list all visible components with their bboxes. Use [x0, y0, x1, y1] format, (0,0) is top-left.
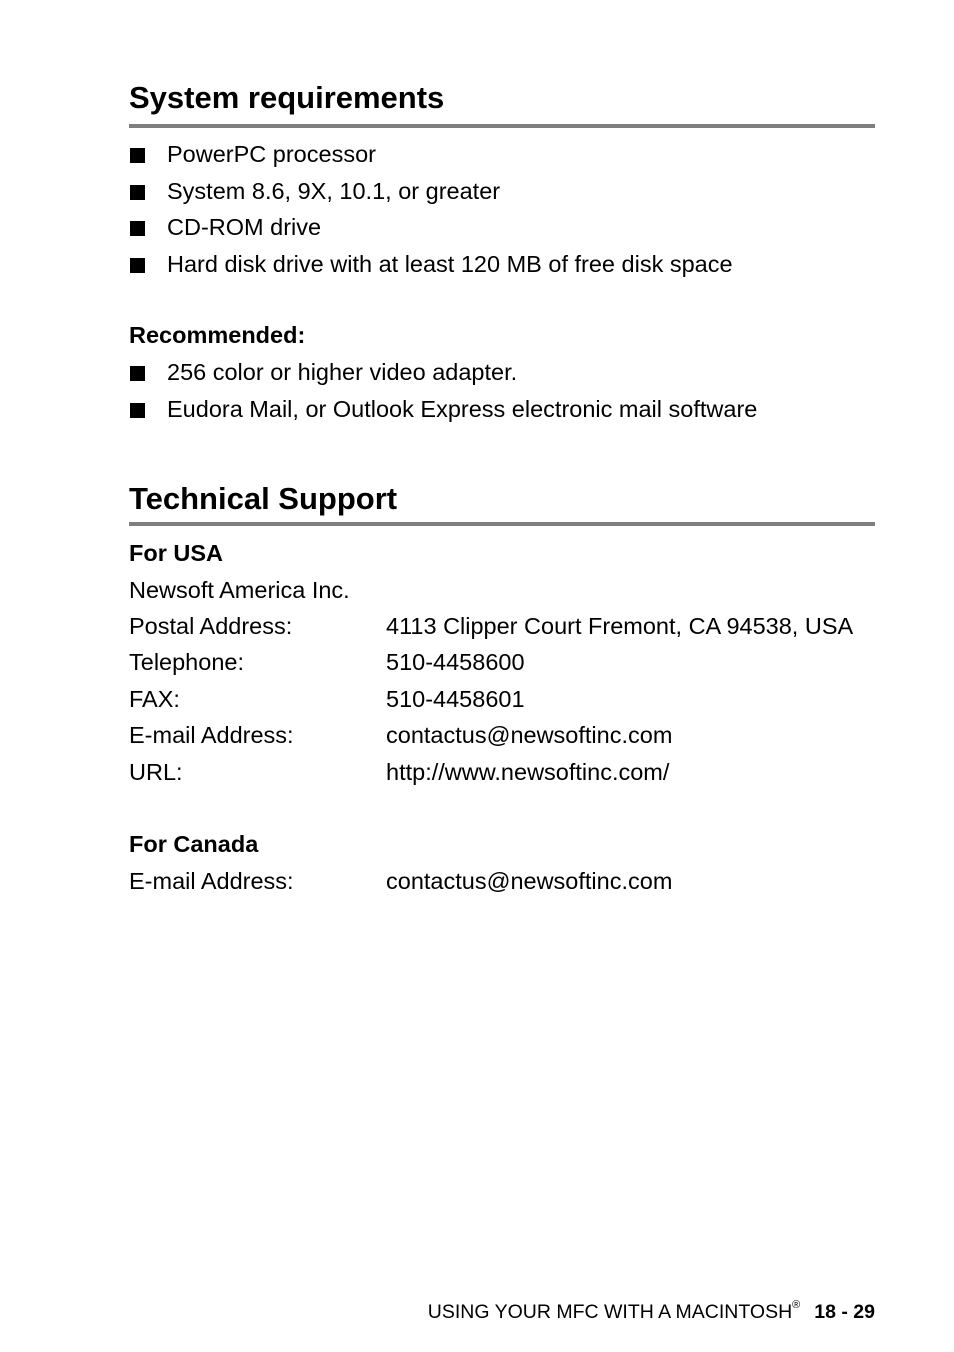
contact-row: [129, 717, 875, 753]
contact-value: 510-4458601: [386, 685, 525, 712]
list-item: CD-ROM drive: [129, 209, 733, 246]
heading-rule: [129, 522, 875, 526]
contact-key: FAX:: [129, 685, 180, 712]
contact-value: http://www.newsoftinc.com/: [386, 758, 670, 785]
for-usa-label: For USA: [129, 540, 223, 566]
requirements-list: [129, 136, 733, 282]
company-name: Newsoft America Inc.: [129, 577, 350, 603]
recommended-label: Recommended:: [129, 322, 306, 348]
system-requirements-heading: System requirements: [129, 80, 445, 115]
contact-value: 4113 Clipper Court Fremont, CA 94538, USA: [386, 613, 854, 639]
list-item: 256 color or higher video adapter.: [129, 354, 757, 391]
contact-key: URL:: [129, 758, 183, 785]
page-number: 18 - 29: [814, 1301, 875, 1323]
footer-chapter-title: USING YOUR MFC WITH A MACINTOSH: [427, 1301, 793, 1323]
canada-contact-table: [129, 863, 875, 899]
contact-value: contactus@newsoftinc.com: [386, 722, 673, 749]
contact-key: E-mail Address:: [129, 722, 294, 749]
heading-rule: [129, 124, 875, 128]
for-canada-label: For Canada: [129, 831, 259, 857]
contact-row: [129, 681, 875, 717]
list-item: Eudora Mail, or Outlook Express electronic mail software: [129, 391, 757, 428]
bullet-square-icon: [130, 403, 145, 418]
contact-value: 510-4458600: [386, 649, 525, 676]
usa-contact-table: [129, 608, 875, 790]
registered-mark: ®: [792, 1299, 801, 1311]
contact-key: Telephone:: [129, 649, 244, 676]
recommended-list: [129, 354, 757, 427]
bullet-square-icon: [130, 185, 145, 200]
bullet-square-icon: [130, 221, 145, 236]
page-footer: [428, 1299, 875, 1325]
bullet-square-icon: [130, 366, 145, 381]
list-item: System 8.6, 9X, 10.1, or greater: [129, 173, 733, 210]
contact-key: Postal Address:: [129, 613, 293, 639]
list-item: PowerPC processor: [129, 136, 733, 173]
bullet-square-icon: [130, 258, 145, 273]
contact-row: [129, 863, 875, 899]
contact-row: [129, 644, 875, 680]
contact-row: [129, 608, 875, 644]
list-item: Hard disk drive with at least 120 MB of free disk space: [129, 246, 733, 283]
bullet-square-icon: [130, 148, 145, 163]
technical-support-heading: Technical Support: [129, 481, 398, 516]
contact-key: E-mail Address:: [129, 868, 294, 894]
contact-value: contactus@newsoftinc.com: [386, 868, 673, 894]
contact-row: [129, 754, 875, 790]
